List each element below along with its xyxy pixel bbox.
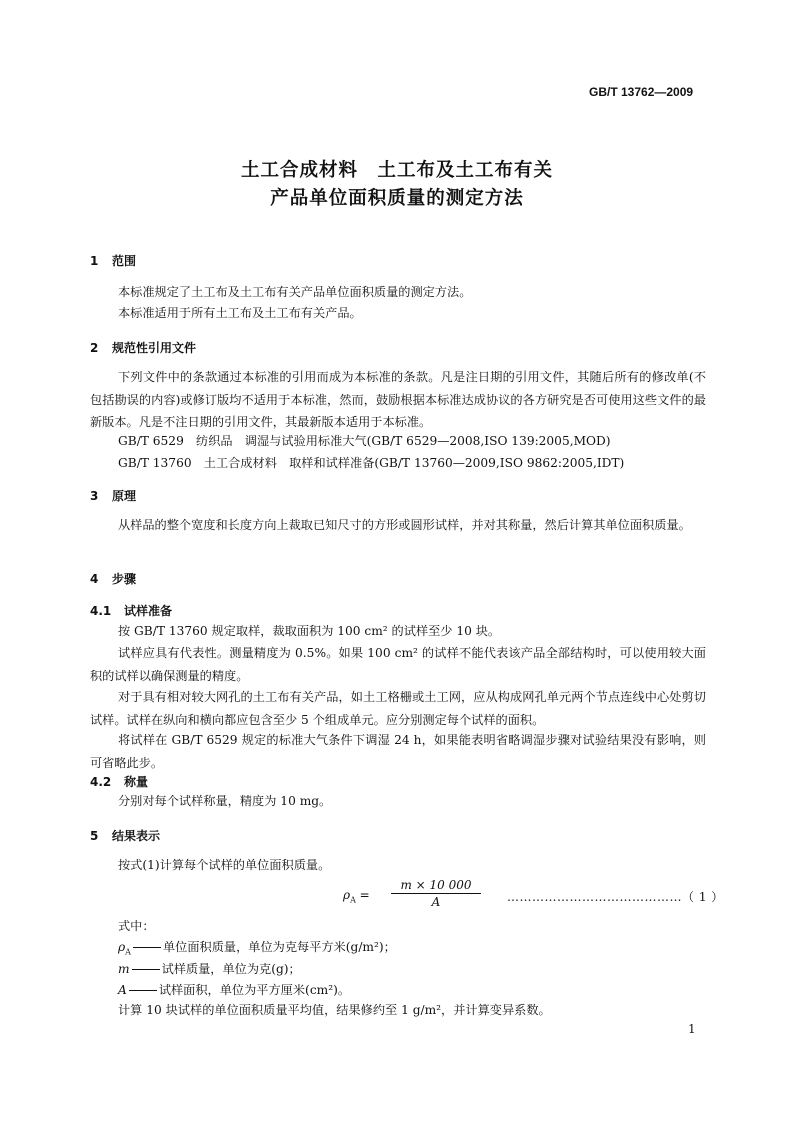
section-title: 步骤 <box>112 572 137 586</box>
section-number: 1 <box>90 254 99 268</box>
paragraph: 从样品的整个宽度和长度方向上裁取已知尺寸的方形或圆形试样，并对其称量，然后计算其单位面积质量。 <box>118 518 691 532</box>
definition-m: m 试样质量，单位为克(g)； <box>118 962 301 976</box>
paragraph: 本标准适用于所有土工布及土工布有关产品。 <box>118 306 362 320</box>
section-3-heading <box>90 487 136 504</box>
paragraph: 本标准规定了土工布及土工布有关产品单位面积质量的测定方法。 <box>118 285 472 299</box>
standard-code: GB/T 13762—2009 <box>589 85 694 99</box>
section-number: 5 <box>90 829 99 843</box>
paragraph: 下列文件中的条款通过本标准的引用而成为本标准的条款。凡是注日期的引用文件，其随后所有的修改单(不包括勘误的内容)或修订版均不适用于本标准，然而，鼓励根据本标准达成协议的各方研究是否可使用这些文件的最新版本。凡是不注日期的引用文件，其最新版本适用于本标准。 <box>90 370 706 429</box>
section-title: 结果表示 <box>112 829 161 843</box>
section-4-heading <box>90 570 136 587</box>
formula-denominator: A <box>431 895 441 909</box>
formula-fraction <box>391 878 481 909</box>
paragraph: 分别对每个试样称量，精度为 10 mg。 <box>118 794 332 808</box>
section-number: 4 <box>90 572 99 586</box>
section-number: 4.2 <box>90 775 112 789</box>
paragraph: 按式(1)计算每个试样的单位面积质量。 <box>118 858 331 872</box>
formula-numerator: m × 10 000 <box>391 878 481 894</box>
paragraph: 按 GB/T 13760 规定取样，裁取面积为 100 cm² 的试样至少 10 块。 <box>118 624 501 638</box>
title-line-2: 产品单位面积质量的测定方法 <box>270 188 524 209</box>
page-number: 1 <box>688 1022 696 1036</box>
title-line-1: 土工合成材料 土工布及土工布有关 <box>240 160 553 181</box>
section-title: 称量 <box>124 775 149 789</box>
reference-gbt13760: GB/T 13760 土工合成材料 取样和试样准备(GB/T 13760—2009,ISO 9862:2005,IDT) <box>118 456 625 470</box>
reference-gbt6529: GB/T 6529 纺织品 调湿与试验用标准大气(GB/T 6529—2008,ISO 139:2005,MOD) <box>118 434 611 448</box>
paragraph: 计算 10 块试样的单位面积质量平均值，结果修约至 1 g/m²，并计算变异系数。 <box>118 1003 551 1017</box>
definition-a: A 试样面积，单位为平方厘米(cm²)。 <box>118 983 351 997</box>
section-title: 规范性引用文件 <box>112 341 197 355</box>
section-title: 试样准备 <box>124 604 173 618</box>
paragraph: 对于具有相对较大网孔的土工布有关产品，如土工格栅或土工网，应从构成网孔单元两个节点连线中心处剪切试样。试样在纵向和横向都应包含至少 5 个组成单元。应分别测定每个试样的面积。 <box>90 690 706 727</box>
section-number: 3 <box>90 489 99 503</box>
section-2-heading <box>90 339 196 356</box>
section-title: 范围 <box>112 254 137 268</box>
paragraph: 将试样在 GB/T 6529 规定的标准大气条件下调湿 24 h，如果能表明省略调湿步骤对试验结果没有影响，则可省略此步。 <box>90 733 706 770</box>
section-4-2-heading <box>90 773 148 790</box>
section-4-1-heading <box>90 602 172 619</box>
section-number: 4.1 <box>90 604 112 618</box>
section-1-heading <box>90 252 136 269</box>
section-number: 2 <box>90 341 99 355</box>
where-label: 式中： <box>118 919 155 933</box>
paragraph: 试样应具有代表性。测量精度为 0.5%。如果 100 cm² 的试样不能代表该产品全部结构时，可以使用较大面积的试样以确保测量的精度。 <box>90 646 706 683</box>
definition-rho: $\rho_A$ 单位面积质量，单位为克每平方米(g/m²)； <box>118 940 396 957</box>
section-title: 原理 <box>112 489 137 503</box>
section-5-heading <box>90 827 160 844</box>
equation-number: ……………………………………（ 1 ） <box>507 890 724 904</box>
formula-lhs: $\rho_A$ = <box>343 888 370 905</box>
